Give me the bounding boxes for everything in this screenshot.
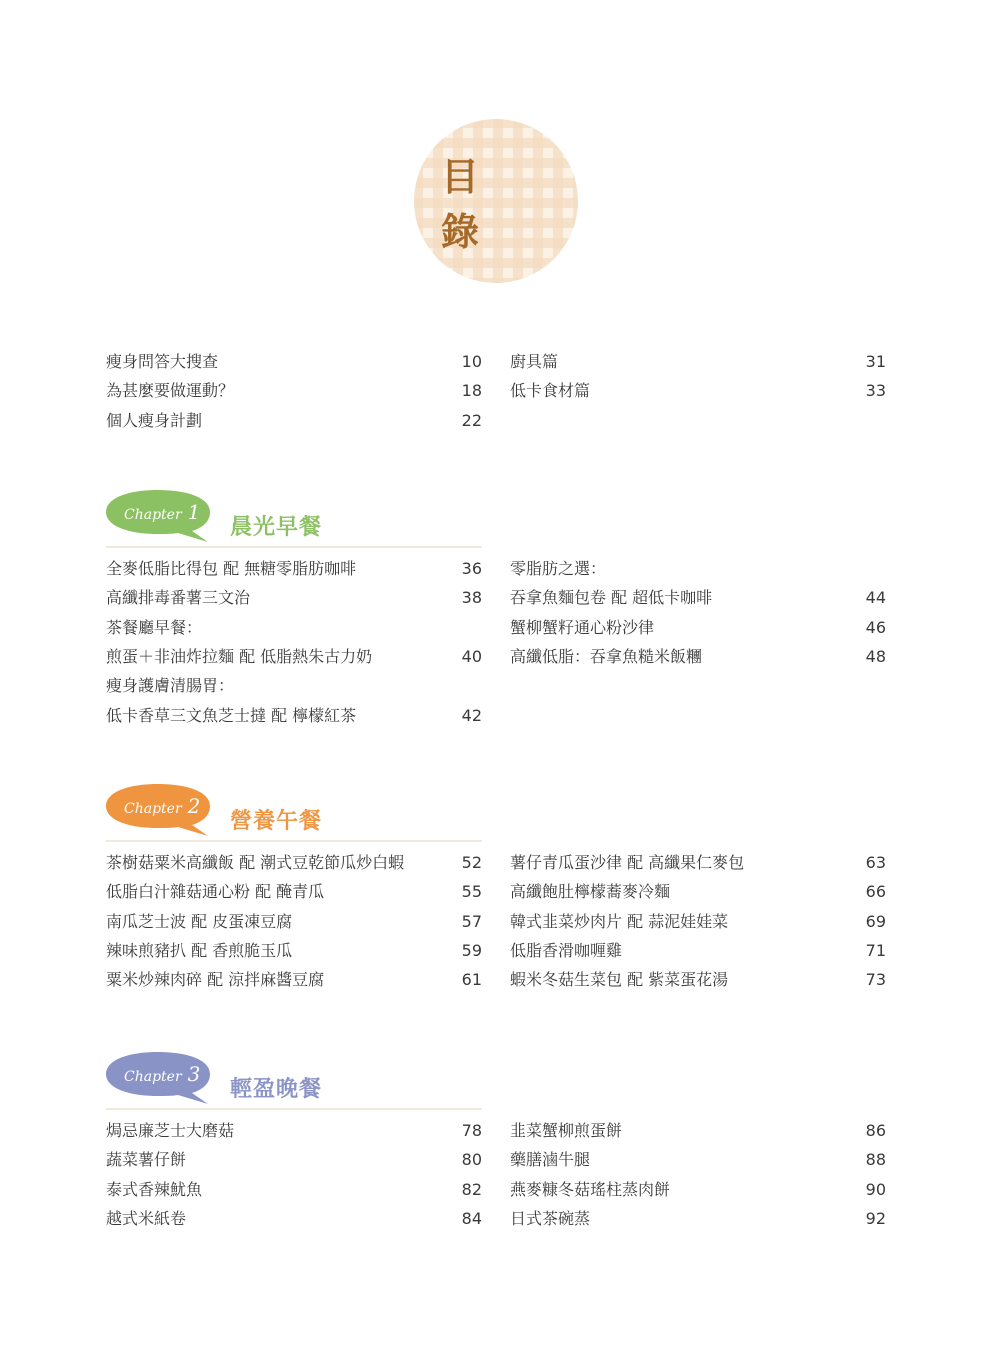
toc-entry-page: 59 bbox=[461, 940, 482, 960]
toc-entry-title: 全麥低脂比得包 配 無糖零脂肪咖啡 bbox=[106, 559, 357, 578]
toc-entry-title: 茶餐廳早餐： bbox=[106, 617, 203, 637]
toc-entry[interactable] bbox=[106, 585, 482, 611]
toc-entry[interactable] bbox=[510, 1206, 886, 1232]
toc-entry[interactable] bbox=[106, 909, 482, 935]
chapter-divider bbox=[106, 840, 482, 842]
toc-entry-page: 55 bbox=[461, 882, 482, 902]
toc-entry-page: 73 bbox=[865, 970, 886, 990]
toc-entry-page: 63 bbox=[865, 853, 886, 872]
toc-entry[interactable] bbox=[510, 850, 886, 876]
chapter-badge-label bbox=[124, 794, 200, 818]
toc-entry[interactable] bbox=[510, 1177, 886, 1203]
toc-entry-title: 高纖排毒番薯三文治 bbox=[106, 588, 251, 608]
toc-entry-page: 46 bbox=[865, 617, 886, 637]
toc-entry-page: 40 bbox=[461, 646, 482, 666]
toc-entry-title: 吞拿魚麵包卷 配 超低卡咖啡 bbox=[510, 588, 713, 608]
toc-entry-page: 33 bbox=[865, 381, 886, 401]
toc-entry-title: 瘦身護膚清腸胃： bbox=[106, 676, 235, 696]
chapter-divider bbox=[106, 546, 482, 548]
toc-entry[interactable] bbox=[106, 644, 482, 670]
toc-title-badge bbox=[413, 118, 579, 284]
toc-entry-title: 藥膳滷牛腿 bbox=[510, 1150, 591, 1170]
toc-entry-page: 52 bbox=[461, 853, 482, 872]
toc-entry-title: 焗忌廉芝士大磨菇 bbox=[106, 1121, 235, 1140]
toc-entry-page: 31 bbox=[865, 352, 886, 371]
chapter-title: 營養午餐 bbox=[230, 809, 323, 834]
page-title: 目 錄 bbox=[441, 155, 508, 254]
toc-entry-page: 10 bbox=[461, 352, 482, 371]
toc-entry-page: 69 bbox=[865, 911, 886, 931]
toc-entry-page: 66 bbox=[865, 882, 886, 902]
toc-entry[interactable] bbox=[106, 556, 482, 582]
toc-entry-title: 南瓜芝士波 配 皮蛋凍豆腐 bbox=[106, 911, 293, 931]
toc-entry[interactable] bbox=[510, 967, 886, 993]
toc-entry[interactable] bbox=[106, 938, 482, 964]
toc-entry[interactable] bbox=[510, 879, 886, 905]
toc-entry-title: 瘦身問答大搜查 bbox=[106, 352, 219, 371]
toc-entry[interactable] bbox=[510, 585, 886, 611]
chapter-header bbox=[104, 782, 484, 842]
toc-entry-page: 71 bbox=[865, 940, 886, 960]
toc-entry-title: 日式茶碗蒸 bbox=[510, 1208, 591, 1228]
toc-entry-title: 茶樹菇粟米高纖飯 配 潮式豆乾節瓜炒白蝦 bbox=[106, 853, 405, 872]
toc-entry-title: 高纖低脂：吞拿魚糙米飯糰 bbox=[510, 646, 703, 666]
toc-entry[interactable] bbox=[510, 615, 886, 641]
toc-entry[interactable] bbox=[510, 938, 886, 964]
toc-entry-title: 為甚麼要做運動？ bbox=[106, 381, 235, 401]
toc-entry-title: 低卡香草三文魚芝士撻 配 檸檬紅茶 bbox=[106, 705, 357, 725]
toc-entry-page: 22 bbox=[461, 410, 482, 430]
toc-entry-title: 薯仔青瓜蛋沙律 配 高纖果仁麥包 bbox=[510, 853, 745, 872]
toc-entry[interactable] bbox=[106, 615, 482, 641]
toc-entry-page: 90 bbox=[865, 1179, 886, 1199]
toc-entry[interactable] bbox=[106, 879, 482, 905]
toc-entry[interactable] bbox=[106, 1206, 482, 1232]
toc-entry-page: 61 bbox=[461, 970, 482, 990]
toc-entry-title: 越式米紙卷 bbox=[106, 1208, 187, 1228]
toc-entry[interactable] bbox=[106, 850, 482, 876]
toc-entry[interactable] bbox=[106, 1177, 482, 1203]
toc-entry[interactable] bbox=[106, 967, 482, 993]
toc-entry-title: 低脂白汁雜菇通心粉 配 醃青瓜 bbox=[106, 882, 325, 902]
toc-entry[interactable] bbox=[106, 1118, 482, 1144]
toc-entry-page: 88 bbox=[865, 1150, 886, 1170]
toc-entry-page: 84 bbox=[461, 1208, 482, 1228]
toc-entry[interactable] bbox=[106, 378, 482, 404]
toc-entry-title: 蟹柳蟹籽通心粉沙律 bbox=[510, 617, 655, 637]
toc-entry[interactable] bbox=[106, 1147, 482, 1173]
toc-entry-title: 泰式香辣魷魚 bbox=[106, 1179, 203, 1199]
toc-entry[interactable] bbox=[510, 644, 886, 670]
chapter-title: 輕盈晚餐 bbox=[230, 1077, 323, 1102]
toc-entry-title: 個人瘦身計劃 bbox=[106, 410, 203, 430]
toc-entry-page: 80 bbox=[461, 1150, 482, 1170]
toc-entry-title: 低卡食材篇 bbox=[510, 381, 591, 401]
toc-entry-title: 韭菜蟹柳煎蛋餅 bbox=[510, 1121, 623, 1140]
toc-entry-page: 18 bbox=[461, 381, 482, 401]
toc-entry[interactable] bbox=[510, 1118, 886, 1144]
toc-entry-page: 44 bbox=[865, 588, 886, 608]
toc-entry-page: 57 bbox=[461, 911, 482, 931]
toc-entry[interactable] bbox=[510, 556, 886, 582]
chapter-number: 2 bbox=[187, 794, 201, 818]
toc-entry[interactable] bbox=[510, 349, 886, 375]
chapter-header bbox=[104, 488, 484, 548]
toc-entry-title: 高纖飽肚檸檬蕎麥冷麵 bbox=[510, 882, 671, 902]
toc-entry-title: 低脂香滑咖喱雞 bbox=[510, 940, 623, 960]
toc-entry-title: 辣味煎豬扒 配 香煎脆玉瓜 bbox=[106, 940, 293, 960]
toc-entry-title: 零脂肪之選： bbox=[510, 559, 607, 578]
chapter-word: Chapter bbox=[124, 801, 182, 817]
chapter-divider bbox=[106, 1108, 482, 1110]
toc-entry[interactable] bbox=[106, 673, 482, 699]
chapter-header bbox=[104, 1050, 484, 1110]
toc-entry-page: 48 bbox=[865, 646, 886, 666]
toc-entry-title: 韓式韭菜炒肉片 配 蒜泥娃娃菜 bbox=[510, 911, 729, 931]
toc-entry-page: 82 bbox=[461, 1179, 482, 1199]
toc-entry-page: 42 bbox=[461, 705, 482, 725]
toc-entry[interactable] bbox=[106, 703, 482, 729]
chapter-word: Chapter bbox=[124, 507, 182, 523]
toc-entry[interactable] bbox=[510, 1147, 886, 1173]
toc-entry-title: 粟米炒辣肉碎 配 涼拌麻醬豆腐 bbox=[106, 970, 325, 990]
chapter-number: 1 bbox=[187, 500, 201, 524]
toc-entry[interactable] bbox=[106, 408, 482, 434]
toc-entry-page: 36 bbox=[461, 559, 482, 578]
chapter-badge-label bbox=[124, 500, 200, 524]
toc-entry-page: 86 bbox=[865, 1121, 886, 1140]
toc-entry-page: 92 bbox=[865, 1208, 886, 1228]
chapter-badge-label bbox=[124, 1062, 200, 1086]
toc-entry-title: 燕麥糠冬菇瑤柱蒸肉餅 bbox=[510, 1179, 671, 1199]
toc-entry-title: 蔬菜薯仔餅 bbox=[106, 1150, 187, 1170]
toc-entry[interactable] bbox=[106, 349, 482, 375]
toc-entry-title: 蝦米冬菇生菜包 配 紫菜蛋花湯 bbox=[510, 970, 729, 990]
chapter-title: 晨光早餐 bbox=[230, 515, 323, 540]
toc-entry[interactable] bbox=[510, 378, 886, 404]
toc-entry-page: 38 bbox=[461, 588, 482, 608]
toc-entry[interactable] bbox=[510, 909, 886, 935]
toc-entry-page: 78 bbox=[461, 1121, 482, 1140]
chapter-number: 3 bbox=[187, 1062, 201, 1086]
toc-entry-title: 煎蛋＋非油炸拉麵 配 低脂熱朱古力奶 bbox=[106, 646, 373, 666]
chapter-word: Chapter bbox=[124, 1069, 182, 1085]
toc-entry-title: 廚具篇 bbox=[510, 352, 559, 371]
